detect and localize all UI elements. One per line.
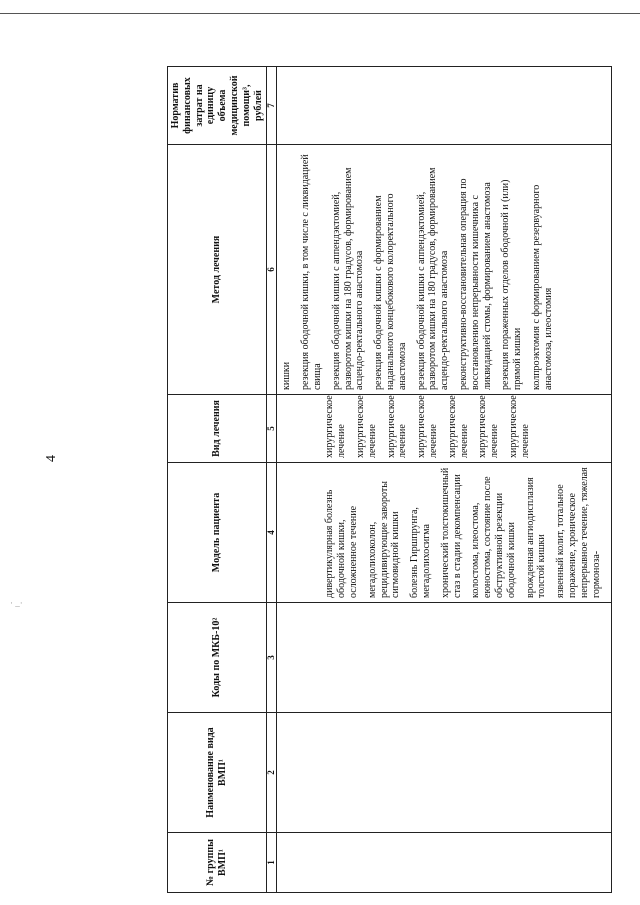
icd-codes-cell xyxy=(277,603,612,713)
column-number: 2 xyxy=(267,713,277,833)
header-row xyxy=(168,67,267,893)
list-item: хирургическое лечение xyxy=(324,395,348,458)
column-number: 1 xyxy=(267,833,277,893)
scan-mark: · _· xyxy=(10,598,23,608)
cost-standard-cell xyxy=(277,67,612,145)
table-row xyxy=(277,67,612,893)
list-item: резекция ободочной кишки с формированием наданального концебокового колоректального анастомоза xyxy=(373,193,408,390)
column-numbers-row xyxy=(267,67,277,893)
list-item: врожденная ангиодисплазия толстой кишки xyxy=(524,477,548,598)
list-item: хирургическое лечение xyxy=(416,395,439,458)
header-patient-model: Модель пациента xyxy=(168,463,267,603)
list-item: кишки xyxy=(281,361,293,390)
header-icd-codes: Коды по МКБ-10² xyxy=(168,603,267,713)
treatment-method-cell xyxy=(277,145,612,395)
column-number: 7 xyxy=(267,67,277,145)
list-item: хирургическое лечение xyxy=(446,395,470,458)
top-rule xyxy=(0,13,640,14)
patient-model-cell xyxy=(277,463,612,603)
header-group-number: № группы ВМП¹ xyxy=(168,833,267,893)
column-number: 3 xyxy=(267,603,277,713)
list-item: резекция пораженных отделов ободочной и (или) прямой кишки xyxy=(500,179,524,390)
treatment-type-cell xyxy=(277,395,612,463)
column-number: 4 xyxy=(267,463,277,603)
list-item: хронический толстокишечный стаз в стадии декомпенсации xyxy=(439,467,463,598)
list-item: мегадолихоколон, рецидивирующие завороты сигмовидной кишки xyxy=(366,481,402,598)
rotated-sheet xyxy=(167,67,627,893)
list-item: хирургическое лечение xyxy=(477,395,501,458)
list-item: дивертикулярная болезнь ободочной кишки, осложненное течение xyxy=(324,489,359,598)
list-item xyxy=(279,399,317,458)
header-treatment-type: Вид лечения xyxy=(168,395,267,463)
group-number-cell xyxy=(277,833,612,893)
list-item: резекция ободочной кишки с аппендэктомией, разворотом кишки на 180 градусов, формированием асцендо-ректального анастомоза xyxy=(330,167,366,390)
vmp-name-cell xyxy=(277,713,612,833)
list-item: болезнь Гиршпрунга, мегадолихосигма xyxy=(409,507,432,598)
list-item: реконструктивно-восстановительная операция по восстановлению непрерывности кишечника с ликвидацией стомы, формированием анастомоза xyxy=(457,178,493,390)
vmp-table xyxy=(167,66,612,893)
column-number: 5 xyxy=(267,395,277,463)
list-item: хирургическое лечение xyxy=(507,395,531,458)
list-item: язвенный колит, тотальное поражение, хроническое непрерывное течение, тяжелая гормоноза- xyxy=(555,467,602,598)
list-item: хирургическое лечение xyxy=(385,395,409,458)
header-vmp-name: Наименование вида ВМП¹ xyxy=(168,713,267,833)
header-treatment-method: Метод лечения xyxy=(168,145,267,395)
page-number: 4 xyxy=(44,455,59,462)
list-item: резекция ободочной кишки, в том числе с ликвидацией свища xyxy=(300,154,323,390)
list-item: колостома, илеостома, еюностома, состояние после обструктивной резекции ободочной кишки xyxy=(470,476,517,598)
column-number: 6 xyxy=(267,145,277,395)
list-item xyxy=(279,467,317,598)
list-item: резекция ободочной кишки с аппендэктомией, разворотом кишки на 180 градусов, формированием асцендо-ректального анастомоза xyxy=(415,167,451,390)
list-item: хирургическое лечение xyxy=(354,395,378,458)
list-item: колпроэктомия с формированием резервуарного анастомоза, илеостомия xyxy=(530,184,554,390)
header-cost-standard: Норматив финансовых затрат на единицу объема медицинской помощи³, рублей xyxy=(168,67,267,145)
